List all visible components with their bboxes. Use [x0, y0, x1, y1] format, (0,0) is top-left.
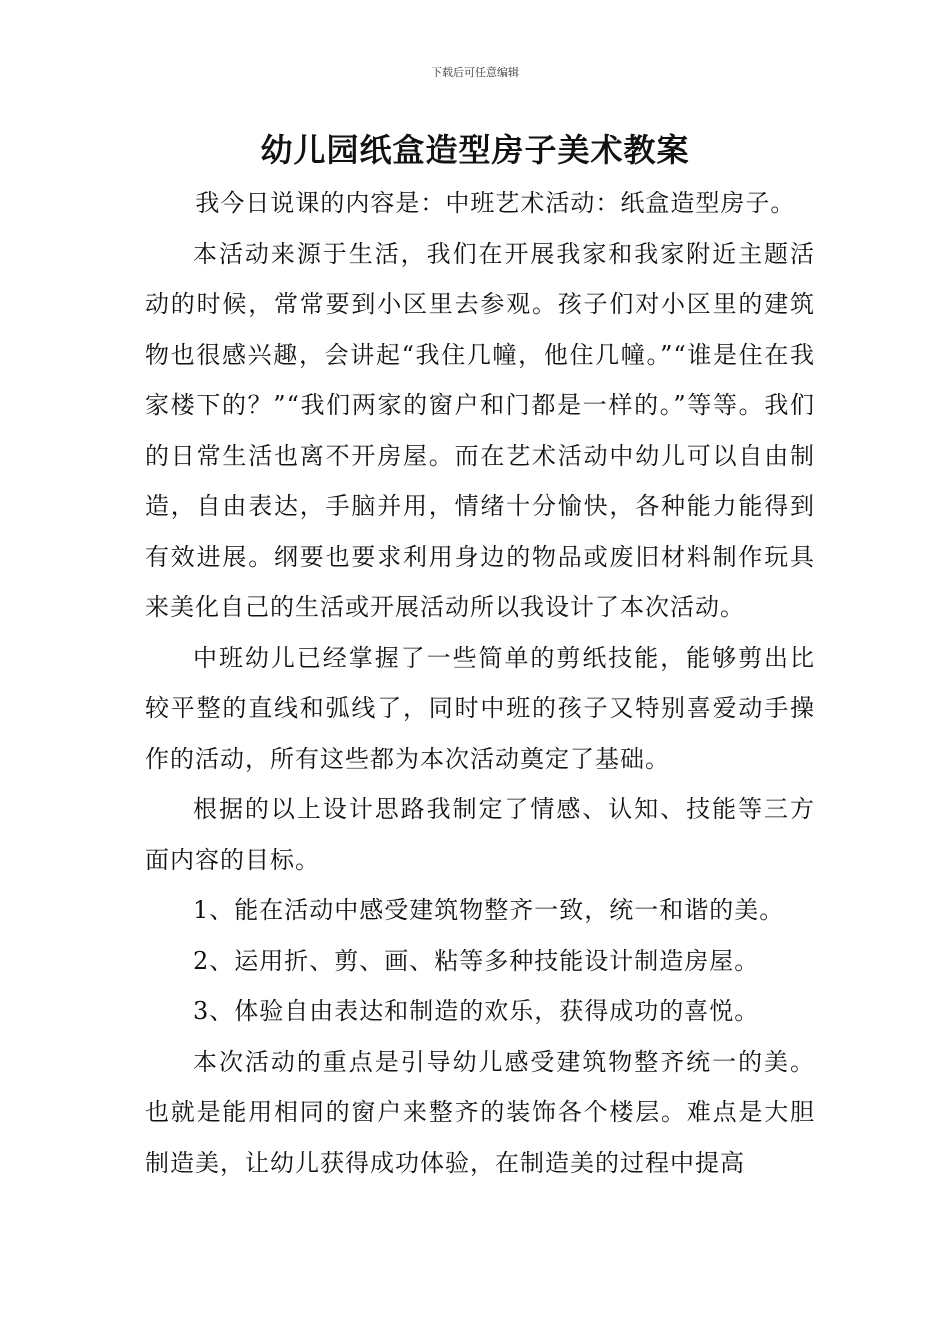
document-body: [145, 178, 815, 1188]
paragraph-origin: 本活动来源于生活，我们在开展我家和我家附近主题活动的时候，常常要到小区里去参观。孩子们对小区里的建筑物也很感兴趣，会讲起“我住几幢，他住几幢。”“谁是住在我家楼下的？”“我们两家的窗户和门都是一样的。”等等。我们的日常生活也离不开房屋。而在艺术活动中幼儿可以自由制造，自由表达，手脑并用，情绪十分愉快，各种能力能得到有效进展。纲要也要求利用身边的物品或废旧材料制作玩具来美化自己的生活或开展活动所以我设计了本次活动。: [145, 239, 815, 621]
paragraph-intro: 我今日说课的内容是：中班艺术活动：纸盒造型房子。: [195, 189, 796, 217]
document-title: 幼儿园纸盒造型房子美术教案: [260, 131, 690, 169]
paragraph-children-skills: 中班幼儿已经掌握了一些简单的剪纸技能，能够剪出比较平整的直线和弧线了，同时中班的孩子又特别喜爱动手操作的活动，所有这些都为本次活动奠定了基础。: [145, 643, 815, 773]
goal-item-1: 1、能在活动中感受建筑物整齐一致，统一和谐的美。: [193, 896, 785, 924]
header-note: 下载后可任意编辑: [431, 66, 519, 79]
paragraph-goals-intro: 根据的以上设计思路我制定了情感、认知、技能等三方面内容的目标。: [145, 795, 815, 874]
paragraph-focus: 本次活动的重点是引导幼儿感受建筑物整齐统一的美。也就是能用相同的窗户来整齐的装饰各个楼层。难点是大胆制造美，让幼儿获得成功体验，在制造美的过程中提高: [145, 1047, 815, 1177]
goal-item-2: 2、运用折、剪、画、粘等多种技能设计制造房屋。: [193, 946, 760, 975]
goal-item-3: 3、体验自由表达和制造的欢乐，获得成功的喜悦。: [193, 997, 760, 1025]
